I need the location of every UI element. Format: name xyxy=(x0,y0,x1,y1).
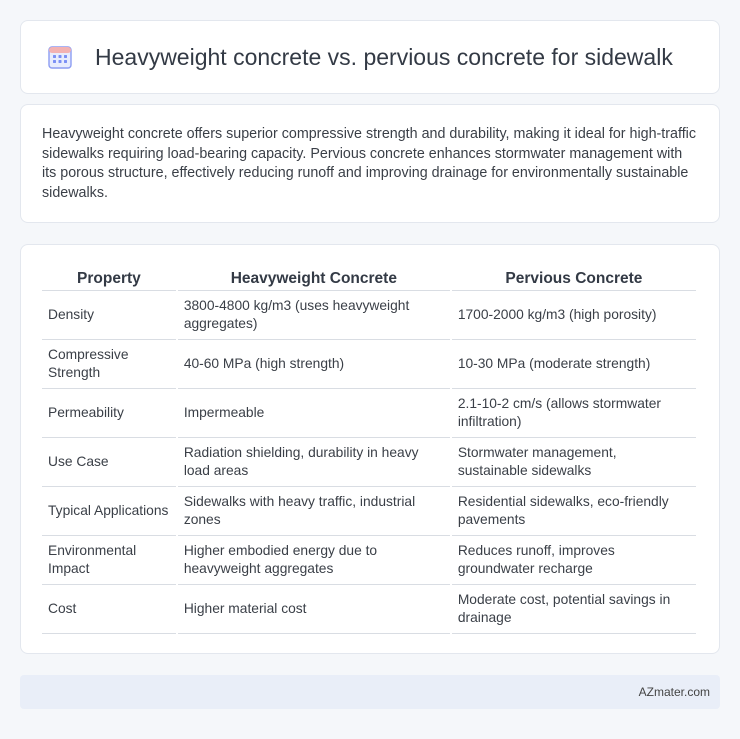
cell-heavyweight: Higher material cost xyxy=(178,585,450,634)
intro-card xyxy=(20,104,720,223)
table-row xyxy=(42,585,696,634)
table-header-row xyxy=(42,265,696,291)
table-row xyxy=(42,291,696,340)
cell-property: Density xyxy=(42,291,176,340)
cell-property: Typical Applications xyxy=(42,487,176,536)
header-property: Property xyxy=(42,265,176,291)
cell-pervious: Stormwater management, sustainable sidewalks xyxy=(452,438,696,487)
cell-pervious: 1700-2000 kg/m3 (high porosity) xyxy=(452,291,696,340)
table-row xyxy=(42,536,696,585)
cell-property: Environmental Impact xyxy=(42,536,176,585)
cell-property: Use Case xyxy=(42,438,176,487)
table-row xyxy=(42,340,696,389)
cell-heavyweight: Higher embodied energy due to heavyweight aggregates xyxy=(178,536,450,585)
table-row xyxy=(42,487,696,536)
page-title: Heavyweight concrete vs. pervious concrete for sidewalk xyxy=(95,43,673,70)
cell-pervious: 2.1-10-2 cm/s (allows stormwater infiltration) xyxy=(452,389,696,438)
intro-paragraph: Heavyweight concrete offers superior compressive strength and durability, making it ideal for high-traffic sidewalks requiring load-bearing capacity. Pervious concrete enhances stormwater management with its porous structure, effectively reducing runoff and improving drainage for environmentally sustainable sidewalks. xyxy=(42,126,696,201)
table-row xyxy=(42,389,696,438)
header-pervious: Pervious Concrete xyxy=(452,265,696,291)
cell-property: Compressive Strength xyxy=(42,340,176,389)
comparison-table xyxy=(40,265,698,634)
cell-heavyweight: 40-60 MPa (high strength) xyxy=(178,340,450,389)
calendar-grid-icon xyxy=(47,44,73,70)
cell-heavyweight: Radiation shielding, durability in heavy load areas xyxy=(178,438,450,487)
comparison-table-card xyxy=(20,244,720,654)
cell-pervious: 10-30 MPa (moderate strength) xyxy=(452,340,696,389)
cell-heavyweight: Impermeable xyxy=(178,389,450,438)
table-row xyxy=(42,438,696,487)
header-heavyweight: Heavyweight Concrete xyxy=(178,265,450,291)
cell-heavyweight: Sidewalks with heavy traffic, industrial zones xyxy=(178,487,450,536)
cell-heavyweight: 3800-4800 kg/m3 (uses heavyweight aggregates) xyxy=(178,291,450,340)
footer xyxy=(20,675,720,709)
title-card xyxy=(20,20,720,94)
cell-pervious: Reduces runoff, improves groundwater recharge xyxy=(452,536,696,585)
footer-site-link[interactable]: AZmater.com xyxy=(638,685,710,699)
cell-pervious: Moderate cost, potential savings in drainage xyxy=(452,585,696,634)
cell-property: Cost xyxy=(42,585,176,634)
cell-property: Permeability xyxy=(42,389,176,438)
cell-pervious: Residential sidewalks, eco-friendly pavements xyxy=(452,487,696,536)
